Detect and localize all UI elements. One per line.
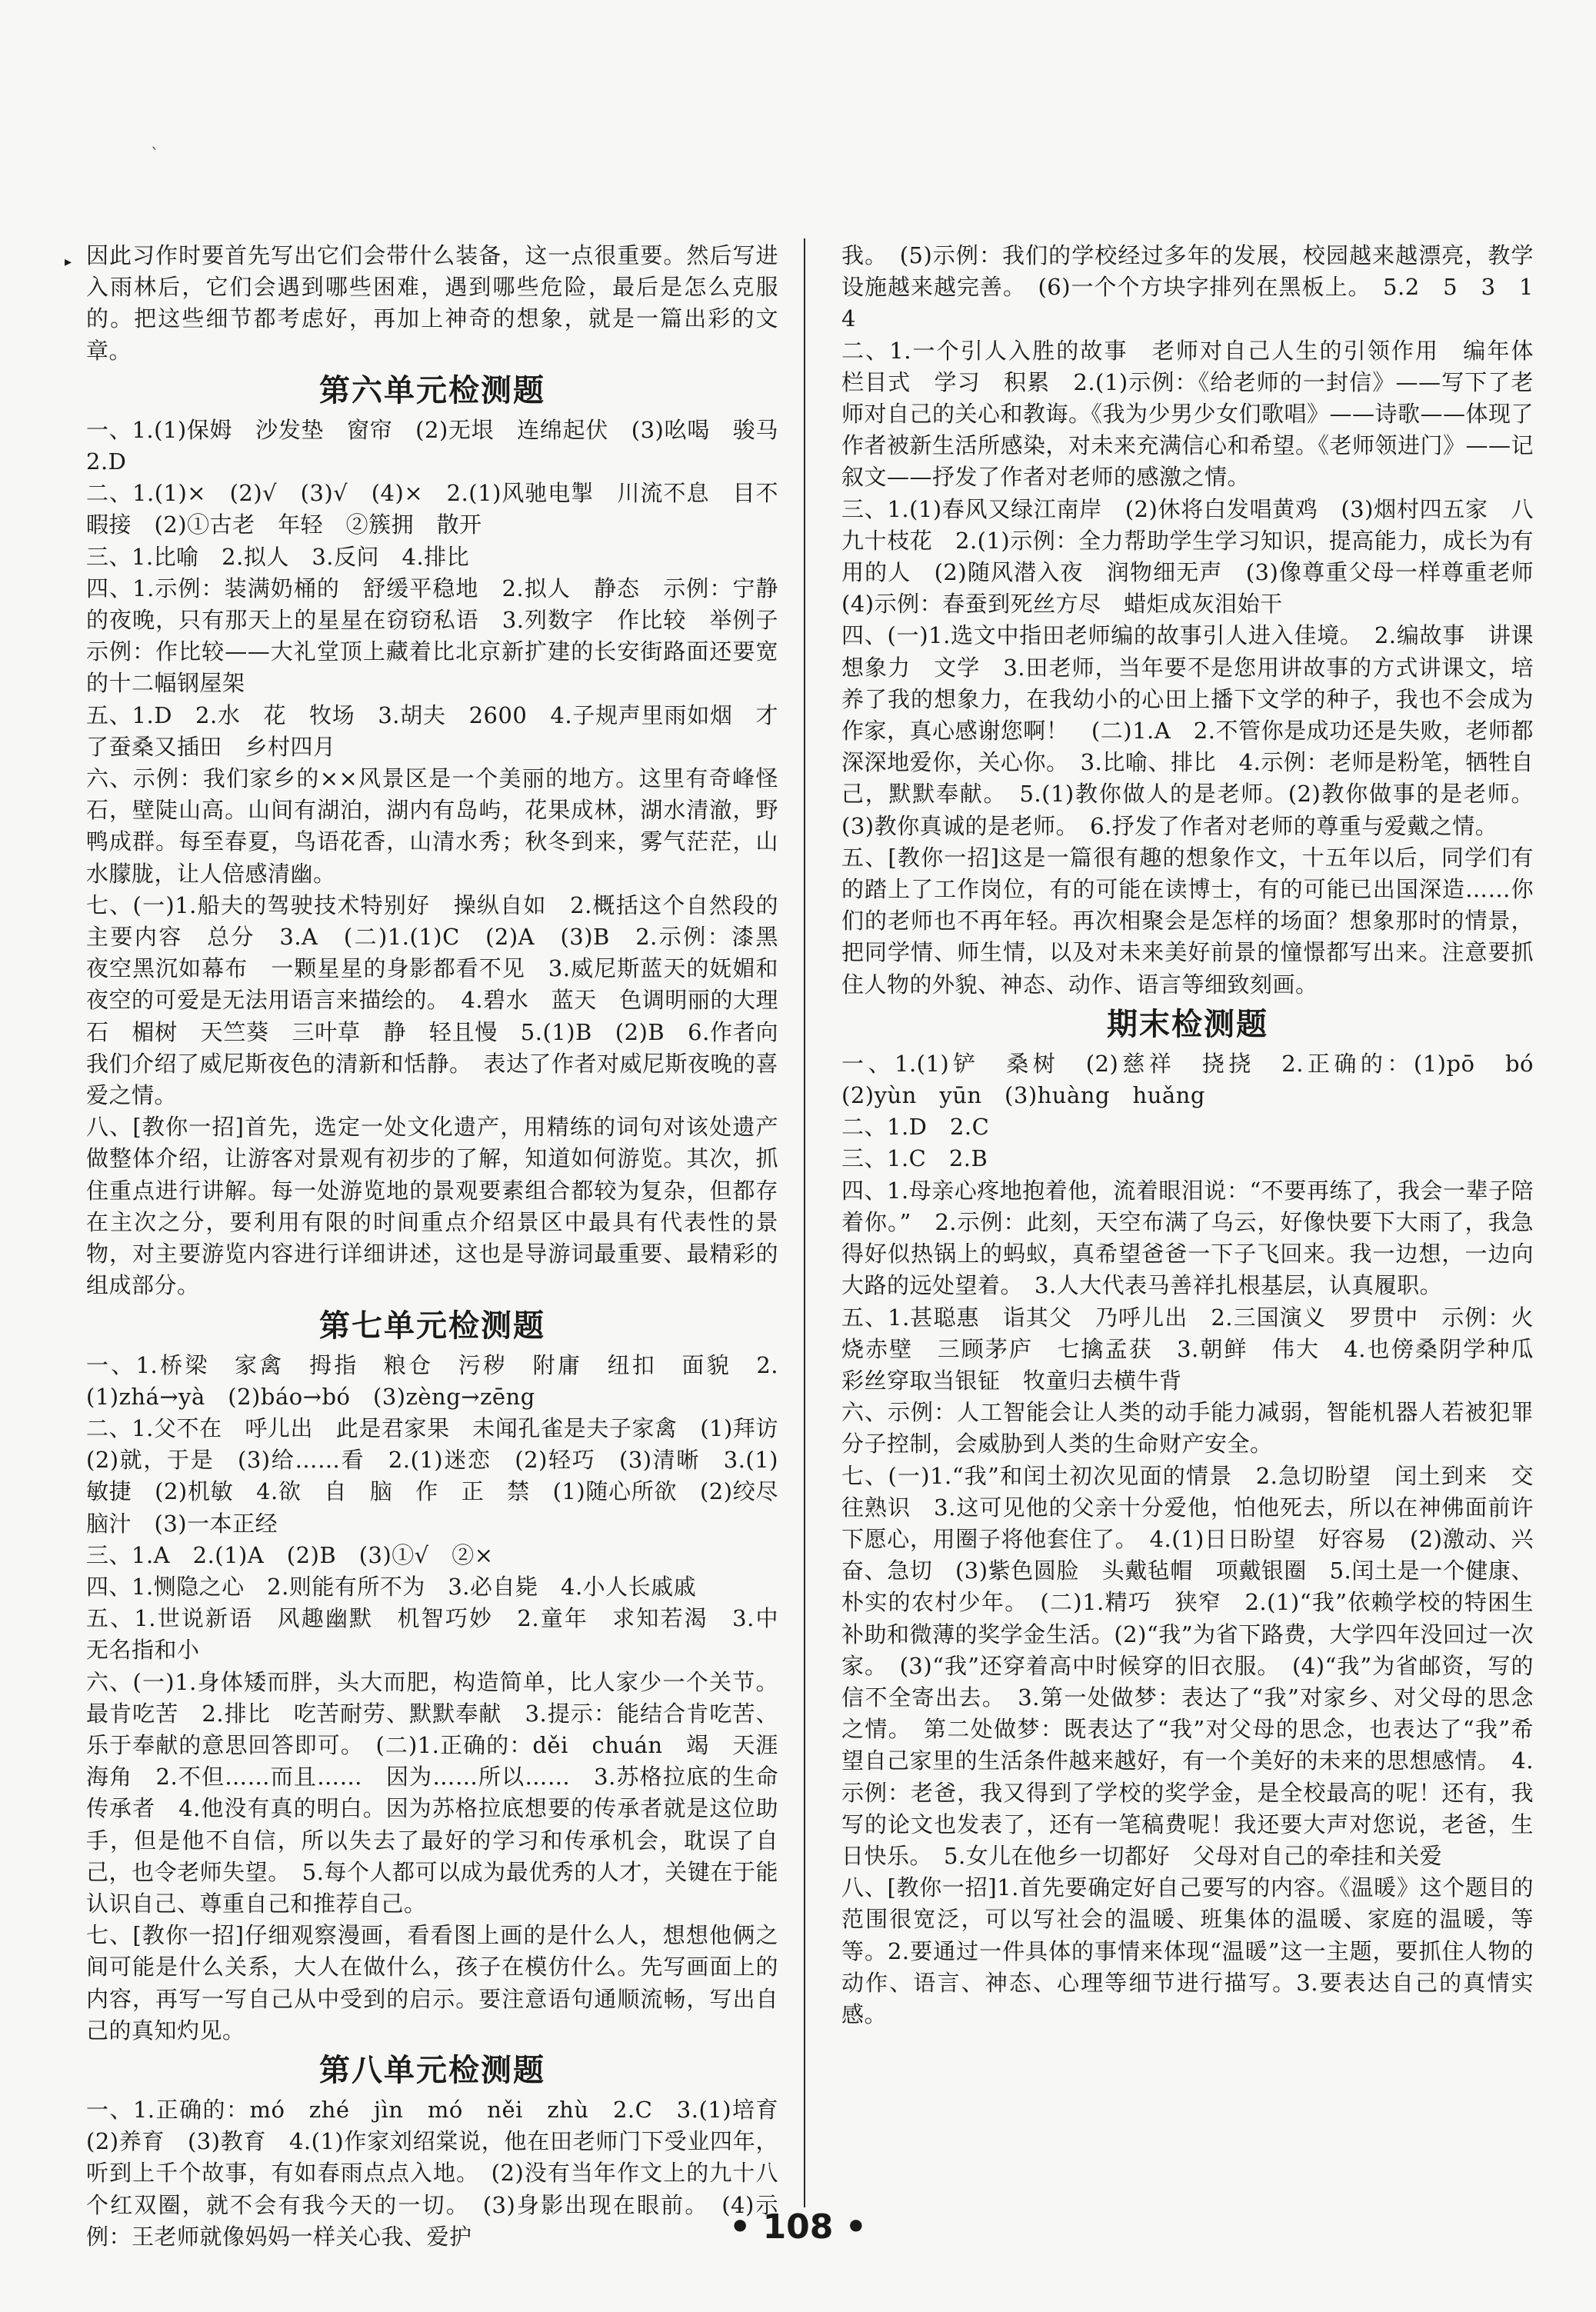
scan-mark: ` (151, 146, 159, 165)
unit6-q1: 一、1.(1)保姆 沙发垫 窗帘 (2)无垠 连绵起伏 (3)吆喝 骏马 2.D (86, 416, 801, 475)
page-number: • 108 • (729, 2207, 867, 2247)
bullet-mark: ▸ (65, 254, 72, 270)
unit8-q4: 四、(一)1.选文中指田老师编的故事引人进入佳境。 2.编故事 讲课 想象力 文学 3.田老师，当年要不是您用讲故事的方式讲课文，培养了我的想象力，在我幼小的心田上播下文学的种子，我也不会成为作家，真心感谢您啊！ (二)1.A 2.不管你是成功还是失败，老师都深深地爱你，关心你。 3.比喻、排比 4.示例：老师是粉笔，牺牲自己，默默奉献。 5.(1)教你做人的是老师。(2)教你做事的是老师。(3)教你真诚的是老师。 6.抒发了作者对老师的尊重与爱戴之情。 (841, 622, 1557, 839)
unit7-q7: 七、[教你一招]仔细观察漫画，看看图上画的是什么人，想想他俩之间可能是什么关系，大人在做什么，孩子在模仿什么。先写画面上的内容，再写一写自己从中受到的启示。要注意语句通顺流畅，写出自己的真知灼见。 (86, 1922, 778, 2044)
unit8-title: 第八单元检测题 (319, 2052, 545, 2088)
unit7-q3: 三、1.A 2.(1)A (2)B (3)①√ ②× (86, 1541, 494, 1568)
final-q4: 四、1.母亲心疼地抱着他，流着眼泪说：“不要再练了，我会一辈子陪着你。” 2.示例：此刻，天空布满了乌云，好像快要下大雨了，我急得好似热锅上的蚂蚁，真希望爸爸一下子飞回来。我一边想，一边向大路的远处望着。 3.人大代表马善祥扎根基层，认真履职。 (841, 1177, 1534, 1299)
unit8-q2: 二、1.一个引人入胜的故事 老师对自己人生的引领作用 编年体 栏目式 学习 积累 2.(1)示例：《给老师的一封信》——写下了老师对自己的关心和教诲。《我为少男少女们歌唱》——诗歌——体现了作者被新生活所感染，对未来充满信心和希望。《老师领进门》——记叙文——抒发了作者对老师的感激之情。 (841, 337, 1557, 491)
final-q5: 五、1.甚聪惠 诣其父 乃呼儿出 2.三国演义 罗贯中 示例：火烧赤壁 三顾茅庐 七擒孟获 3.朝鲜 伟大 4.也傍桑阴学种瓜 彩丝穿取当银钲 牧童归去横牛背 (841, 1304, 1557, 1394)
final-q2: 二、1.D 2.C (841, 1114, 990, 1141)
unit7-q4: 四、1.恻隐之心 2.则能有所不为 3.必自毙 4.小人长戚戚 (86, 1573, 697, 1600)
unit6-q5: 五、1.D 2.水 花 牧场 3.胡夫 2600 4.子规声里雨如烟 才了蚕桑又插田 乡村四月 (86, 701, 778, 760)
unit7-q1: 一、1.桥梁 家禽 拇指 粮仓 污秽 附庸 纽扣 面貌 2.(1)zhá→yà (2)báo→bó (3)zèng→zēng (86, 1351, 778, 1410)
unit7-q6: 六、(一)1.身体矮而胖，头大而肥，构造简单，比人家少一个关节。最肯吃苦 2.排比 吃苦耐劳、默默奉献 3.提示：能结合肯吃苦、乐于奉献的意思回答即可。 (二)1.正确的：děi chuán 竭 天涯海角 2.不但……而且…… 因为……所以…… 3.苏格拉底的生命 传承者 4.他没有真的明白。因为苏格拉底想要的传承者就是这位助手，但是他不自信，所以失去了最好的学习和传承机会，耽误了自己，也令老师失望。 5.每个人都可以成为最优秀的人才，关键在于能认识自己、尊重自己和推荐自己。 (86, 1668, 801, 1917)
final-q7: 七、(一)1.“我”和闰土初次见面的情景 2.急切盼望 闰土到来 交往熟识 3.这可见他的父亲十分爱他，怕他死去，所以在神佛面前许下愿心，用圈子将他套住了。 4.(1)日日盼望 好容易 (2)激动、兴奋、急切 (3)紫色圆脸 头戴毡帽 项戴银圈 5.闰土是一个健康、朴实的农村少年。 (二)1.精巧 狭窄 2.(1)“我”依赖学校的特困生补助和微薄的奖学金生活。(2)“我”为省下路费，大学四年没回过一次家。 (3)“我”还穿着高中时候穿的旧衣服。 (4)“我”为省邮资，写的信不全寄出去。 3.第一处做梦：表达了“我”对家乡、对父母的思念之情。 第二处做梦：既表达了“我”对父母的思念，也表达了“我”希望自己家里的生活条件越来越好，有一个美好的未来的思想感情。 4.示例：老爸，我又得到了学校的奖学金，是全校最高的呢！还有，我写的论文也发表了，还有一笔稿费呢！我还要大声对您说，老爸，生日快乐。 5.女儿在他乡一切都好 父母对自己的牵挂和关爱 (841, 1462, 1534, 1869)
final-q6: 六、示例：人工智能会让人类的动手能力减弱，智能机器人若被犯罪分子控制，会威胁到人类的生命财产安全。 (841, 1399, 1534, 1457)
unit7-title: 第七单元检测题 (319, 1308, 545, 1344)
unit6-title: 第六单元检测题 (319, 372, 545, 408)
unit6-q2: 二、1.(1)× (2)√ (3)√ (4)× 2.(1)风驰电掣 川流不息 目不暇接 (2)①古老 年轻 ②簇拥 散开 (86, 480, 778, 538)
unit8-q1: 一、1.正确的：mó zhé jìn mó něi zhù 2.C 3.(1)培育 (2)养育 (3)教育 4.(1)作家刘绍棠说，他在田老师门下受业四年，听到上千个故事，有如春雨点点入地。 (2)没有当年作文上的九十八个红双圈，就不会有我今天的一切。 (3)身影出现在眼前。 (4)示例：王老师就像妈妈一样关心我、爱护 (86, 2096, 801, 2250)
unit8-q1-cont: 我。 (5)示例：我们的学校经过多年的发展，校园越来越漂亮，教学设施越来越完善。 (6)一个个方块字排列在黑板上。 5.2 5 3 1 4 (841, 242, 1557, 332)
final-q8: 八、[教你一招]1.首先要确定好自己要写的内容。《温暖》这个题目的范围很宽泛，可以写社会的温暖、班集体的温暖、家庭的温暖，等等。2.要通过一件具体的事情来体现“温暖”这一主题，要抓住人物的动作、语言、神态、心理等细节进行描写。3.要表达自己的真情实感。 (841, 1874, 1534, 2027)
column-divider (804, 238, 805, 2207)
unit6-q6: 六、示例：我们家乡的××风景区是一个美丽的地方。这里有奇峰怪石，壁陡山高。山间有湖泊，湖内有岛屿，花果成林，湖水清澈，野鸭成群。每至春夏，鸟语花香，山清水秀；秋冬到来，雾气茫茫，山水朦胧，让人倍感清幽。 (86, 765, 778, 887)
right-column (841, 240, 1557, 2030)
final-q3: 三、1.C 2.B (841, 1145, 988, 1172)
unit6-q4: 四、1.示例：装满奶桶的 舒缓平稳地 2.拟人 静态 示例：宁静的夜晚，只有那天上的星星在窃窃私语 3.列数字 作比较 举例子 示例：作比较——大礼堂顶上藏着比北京新扩建的长安街路面还要宽的十二幅钢屋架 (86, 575, 801, 697)
unit7-q2: 二、1.父不在 呼儿出 此是君家果 未闻孔雀是夫子家禽 (1)拜访 (2)就，于是 (3)给……看 2.(1)迷恋 (2)轻巧 (3)清晰 3.(1)敏捷 (2)机敏 4.欲 自 脑 作 正 禁 (1)随心所欲 (2)绞尽脑汁 (3)一本正经 (86, 1414, 801, 1537)
unit8-q3: 三、1.(1)春风又绿江南岸 (2)休将白发唱黄鸡 (3)烟村四五家 八九十枝花 2.(1)示例：全力帮助学生学习知识，提高能力，成长为有用的人 (2)随风潜入夜 润物细无声 (3)像尊重父母一样尊重老师 (4)示例：春蚕到死丝方尽 蜡炬成灰泪始干 (841, 495, 1557, 618)
intro-paragraph: 因此习作时要首先写出它们会带什么装备，这一点很重要。然后写进入雨林后，它们会遇到哪些困难，遇到哪些危险，最后是怎么克服的。把这些细节都考虑好，再加上神奇的想象，就是一篇出彩的文章。 (86, 242, 778, 364)
unit6-q3: 三、1.比喻 2.拟人 3.反问 4.排比 (86, 543, 470, 570)
final-exam-title: 期末检测题 (1107, 1006, 1268, 1042)
unit6-q7: 七、(一)1.船夫的驾驶技术特别好 操纵自如 2.概括这个自然段的主要内容 总分 3.A (二)1.(1)C (2)A (3)B 2.示例：漆黑 夜空黑沉如幕布 一颗星星的身影都看不见 3.威尼斯蓝天的妩媚和夜空的可爱是无法用语言来描绘的。 4.碧水 蓝天 色调明丽的大理石 楣树 天竺葵 三叶草 静 轻且慢 5.(1)B (2)B 6.作者向我们介绍了威尼斯夜色的清新和恬静。 表达了作者对威尼斯夜晚的喜爱之情。 (86, 891, 801, 1109)
unit8-q5: 五、[教你一招]这是一篇很有趣的想象作文，十五年以后，同学们有的踏上了工作岗位，有的可能在读博士，有的可能已出国深造……你们的老师也不再年轻。再次相聚会是怎样的场面？想象那时的情景，把同学情、师生情，以及对未来美好前景的憧憬都写出来。注意要抓住人物的外貌、神态、动作、语言等细致刻画。 (841, 844, 1534, 998)
unit7-q5: 五、1.世说新语 风趣幽默 机智巧妙 2.童年 求知若渴 3.中 无名指和小 (86, 1605, 801, 1664)
unit6-q8: 八、[教你一招]首先，选定一处文化遗产，用精练的词句对该处遗产做整体介绍，让游客对景观有初步的了解，知道如何游览。其次，抓住重点进行讲解。每一处游览地的景观要素组合都较为复杂，但都存在主次之分，要利用有限的时间重点介绍景区中最具有代表性的景物，对主要游览内容进行详细讲述，这也是导游词最重要、最精彩的组成部分。 (86, 1114, 778, 1299)
final-q1: 一、1.(1)铲 桑树 (2)慈祥 挠挠 2.正确的：(1)pō bó (2)yùn yūn (3)huàng huǎng (841, 1050, 1557, 1109)
